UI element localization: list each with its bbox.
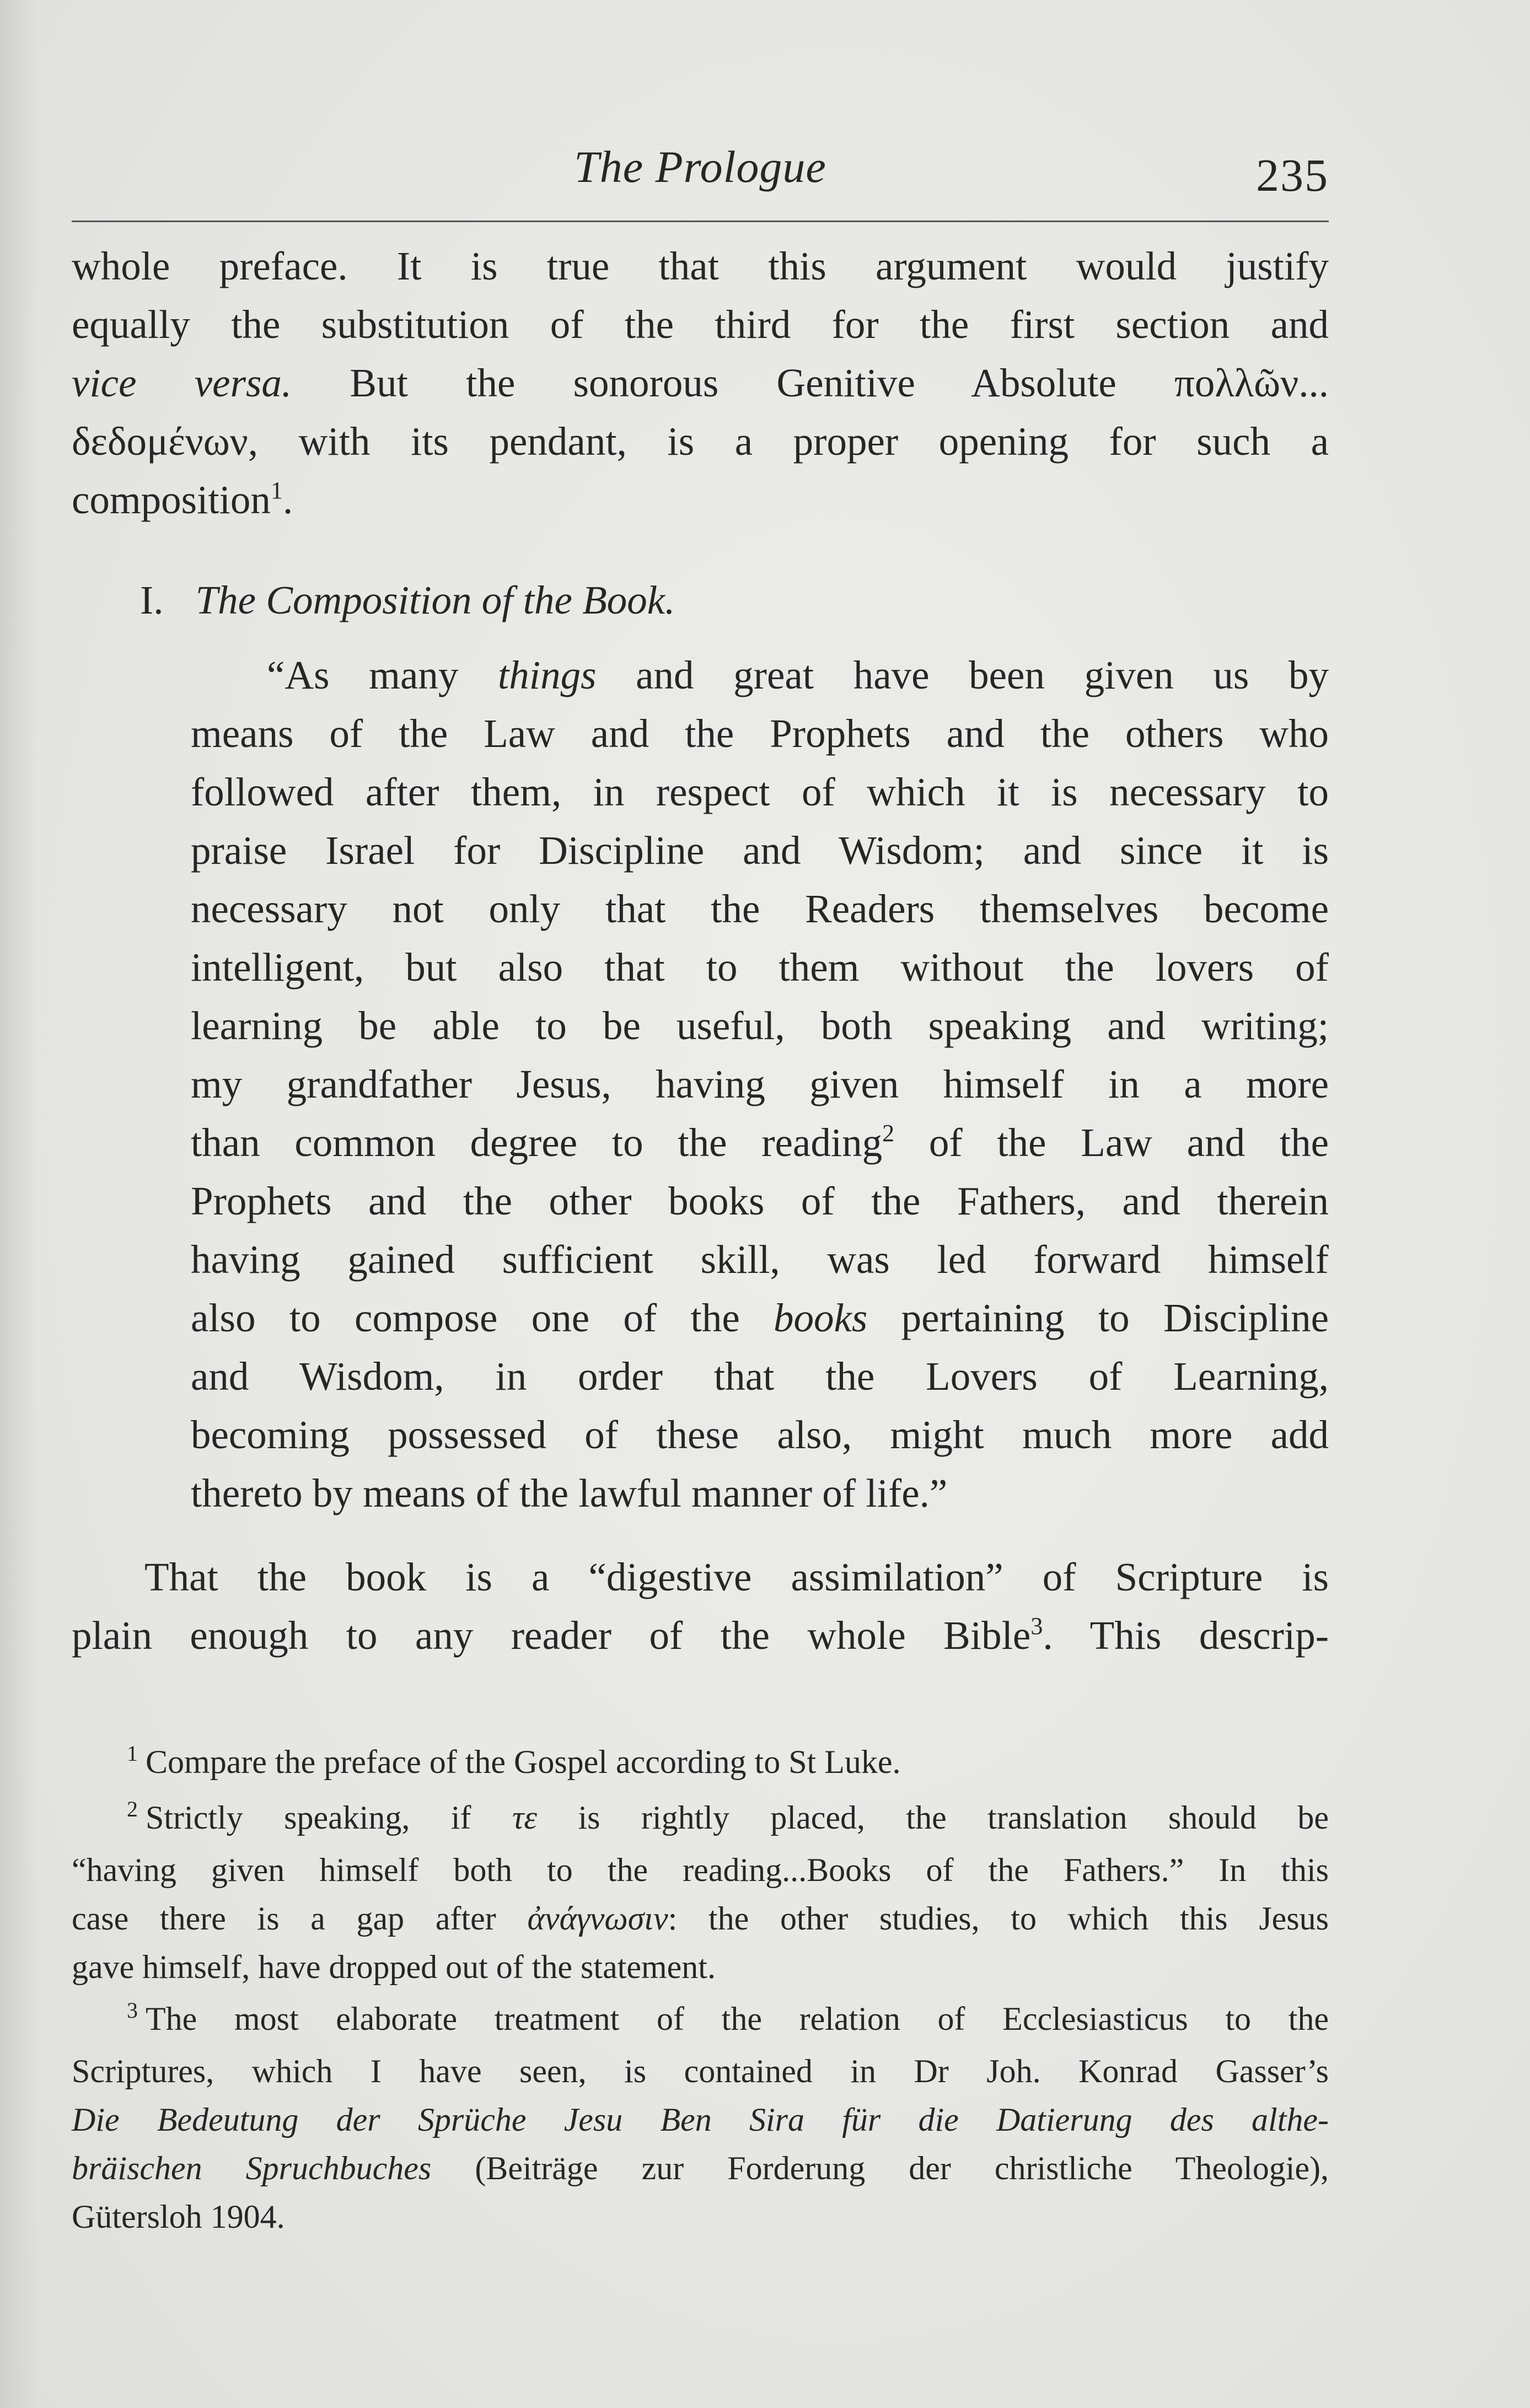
main-text: [72, 237, 1329, 1665]
footnote-ref: 1: [270, 476, 283, 504]
footnote-line: Gütersloh 1904.: [72, 2199, 285, 2235]
text-span: is rightly placed, the translation should be: [537, 1799, 1329, 1836]
footnote-1: [72, 1738, 1329, 1790]
text-line: [72, 471, 1329, 529]
footnote-marker: 3: [127, 1998, 138, 2023]
footnote-line: [72, 1738, 1329, 1790]
text-line: whole preface. It is true that this argument would justify: [72, 244, 1329, 288]
running-title: The Prologue: [574, 142, 826, 192]
text-line: [191, 1114, 1329, 1172]
text-span: than common degree to the reading: [191, 1120, 883, 1165]
text-line: intelligent, but also that to them without the lovers of: [191, 945, 1329, 990]
greek-word: ἀνάγνωσιν: [527, 1900, 668, 1937]
paragraph: [72, 1548, 1329, 1665]
text-span: pertaining to Discipline: [867, 1296, 1329, 1340]
section-number: I.: [140, 578, 164, 622]
text-line: and Wisdom, in order that the Lovers of Learning,: [191, 1354, 1329, 1399]
text-line: [72, 354, 1329, 412]
text-line: my grandfather Jesus, having given himself in a more: [191, 1062, 1329, 1106]
text-span: The most elaborate treatment of the relation of Ecclesiasticus to the: [146, 2001, 1329, 2037]
text-span: But the sonorous Genitive Absolute πολλῶν...: [292, 361, 1329, 405]
text-span: of the Law and the: [894, 1120, 1329, 1165]
italic-word: things: [498, 653, 597, 697]
footnote-ref: 3: [1030, 1612, 1043, 1640]
text-line: equally the substitution of the third for the first section and: [72, 302, 1329, 347]
italic-title: bräischen Spruchbuches: [72, 2150, 432, 2186]
footnote-3: [72, 1995, 1329, 2241]
text-span: also to compose one of the: [191, 1296, 774, 1340]
text-line: [191, 646, 1329, 705]
footnote-line: gave himself, have dropped out of the statement.: [72, 1949, 716, 1985]
text-line: having gained sufficient skill, was led forward himself: [191, 1237, 1329, 1282]
header-rule: [72, 221, 1329, 222]
footnote-line: Scriptures, which I have seen, is contained in Dr Joh. Konrad Gasser’s: [72, 2053, 1329, 2089]
italic-phrase: vice versa.: [72, 361, 292, 405]
paragraph-continuation: [72, 237, 1329, 529]
footnote-line: “having given himself both to the reading...Books of the Fathers.” In this: [72, 1852, 1329, 1888]
text-line: That the book is a “digestive assimilation” of Scripture is: [144, 1555, 1329, 1599]
running-header: [72, 137, 1329, 203]
footnote-line: [72, 1894, 1329, 1943]
text-line: thereto by means of the lawful manner of life.”: [191, 1471, 948, 1515]
text-line: followed after them, in respect of which it is necessary to: [191, 770, 1329, 814]
text-line: [191, 1289, 1329, 1347]
footnote-2: [72, 1793, 1329, 1991]
text-line: [72, 1606, 1329, 1665]
text-span: plain enough to any reader of the whole Bible: [72, 1613, 1031, 1658]
footnote-marker: 1: [127, 1741, 138, 1766]
text-span: Strictly speaking, if: [146, 1799, 512, 1836]
greek-word: τε: [512, 1799, 538, 1836]
text-line: becoming possessed of these also, might much more add: [191, 1412, 1329, 1457]
text-span: (Beiträge zur Forderung der christliche Theologie),: [431, 2150, 1329, 2186]
text-span: and great have been given us by: [596, 653, 1329, 697]
section-heading: [140, 571, 1329, 630]
footnote-ref: 2: [882, 1119, 895, 1147]
text-span: “As many: [267, 653, 498, 697]
footnote-line: Die Bedeutung der Sprüche Jesu Ben Sira für die Datierung des althe-: [72, 2101, 1329, 2138]
text-span: composition: [72, 477, 271, 522]
text-span: : the other studies, to which this Jesus: [668, 1900, 1329, 1937]
text-line: Prophets and the other books of the Fathers, and therein: [191, 1179, 1329, 1223]
footnote-line: [72, 1995, 1329, 2047]
text-span: .: [282, 477, 293, 522]
text-line: necessary not only that the Readers themselves become: [191, 886, 1329, 931]
text-line: learning be able to be useful, both speaking and writing;: [191, 1003, 1329, 1048]
page-number: 235: [1256, 150, 1329, 201]
footnotes: [72, 1738, 1329, 2241]
footnote-line: [72, 2144, 1329, 2192]
text-line: δεδομένων, with its pendant, is a proper opening for such a: [72, 419, 1329, 464]
text-line: means of the Law and the Prophets and the others who: [191, 711, 1329, 756]
prologue-quotation: [191, 646, 1329, 1523]
text-span: . This descrip-: [1043, 1613, 1329, 1658]
text-line: praise Israel for Discipline and Wisdom; and since it is: [191, 828, 1329, 873]
footnote-line: [72, 1793, 1329, 1846]
footnote-marker: 2: [127, 1797, 138, 1821]
section-title: The Composition of the Book.: [195, 578, 675, 622]
text-span: case there is a gap after: [72, 1900, 528, 1937]
text-span: Compare the preface of the Gospel according to St Luke.: [146, 1744, 901, 1780]
italic-word: books: [774, 1296, 868, 1340]
